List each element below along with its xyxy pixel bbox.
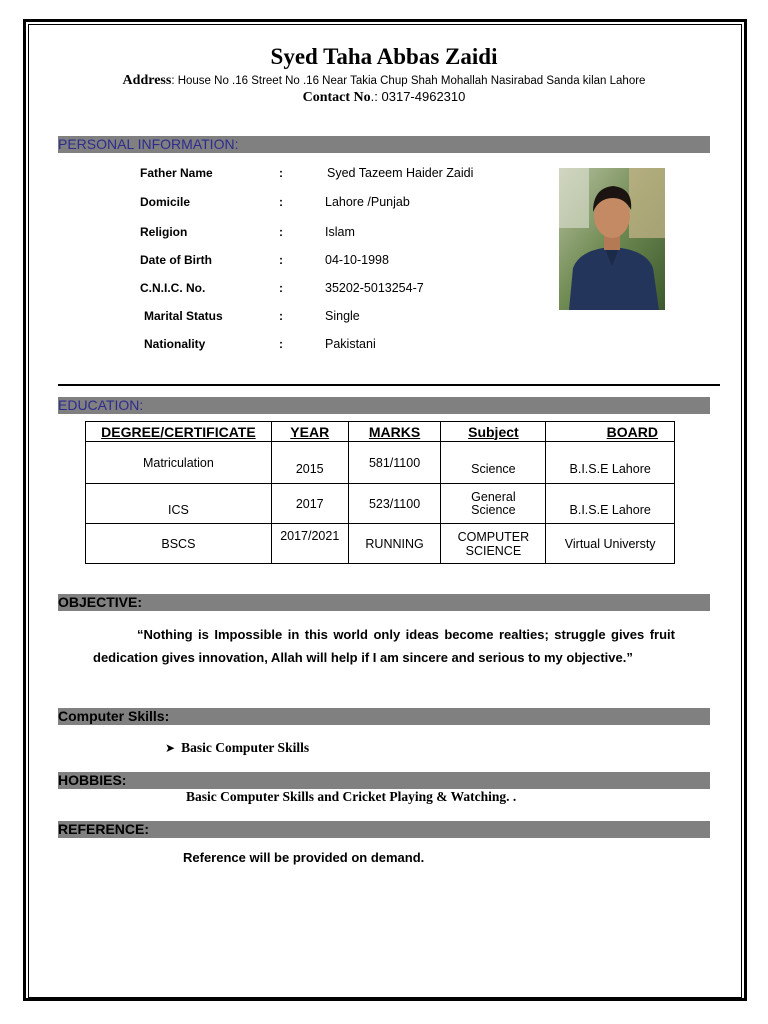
contact-value: .: 0317-4962310	[370, 89, 466, 104]
section-computer-skills: Computer Skills:	[58, 708, 710, 725]
header-board: BOARD	[546, 422, 675, 442]
value-cnic: 35202-5013254-7	[325, 281, 424, 295]
section-reference: REFERENCE:	[58, 821, 710, 838]
separator: :	[279, 337, 283, 351]
cell-degree: ICS	[86, 484, 272, 524]
cell-degree: Matriculation	[86, 442, 272, 484]
candidate-name: Syed Taha Abbas Zaidi	[270, 44, 498, 69]
separator: :	[279, 225, 283, 239]
separator: :	[279, 195, 283, 209]
separator: :	[279, 253, 283, 267]
cell-year: 2017	[271, 484, 348, 524]
education-table	[85, 421, 675, 564]
section-objective: OBJECTIVE:	[58, 594, 710, 611]
objective-text: “Nothing is Impossible in this world only ideas become realties; struggle gives fruit dedication gives innovation, Allah will help if I am sincere and serious to my objective.”	[93, 627, 675, 665]
separator: :	[279, 281, 283, 295]
profile-photo-image	[559, 168, 665, 310]
cell-board: B.I.S.E Lahore	[546, 442, 675, 484]
header-degree: DEGREE/CERTIFICATE	[86, 422, 272, 442]
cell-board: B.I.S.E Lahore	[546, 484, 675, 524]
table-row	[86, 442, 675, 484]
separator: :	[279, 309, 283, 323]
separator: :	[279, 166, 283, 180]
value-religion: Islam	[325, 225, 355, 239]
cell-board: Virtual Universty	[546, 524, 675, 564]
value-nationality: Pakistani	[325, 337, 376, 351]
skills-list-item	[165, 740, 309, 756]
contact-line	[0, 89, 768, 106]
table-row	[86, 524, 675, 564]
cell-year: 2015	[271, 442, 348, 484]
table-row	[86, 484, 675, 524]
cell-marks: 581/1100	[348, 442, 441, 484]
cell-subject: Science	[441, 442, 546, 484]
label-date-of-birth: Date of Birth	[140, 253, 212, 267]
address-line	[0, 73, 768, 89]
label-nationality: Nationality	[144, 337, 206, 351]
cell-subject: General Science	[441, 484, 546, 524]
value-date-of-birth: 04-10-1998	[325, 253, 389, 267]
label-domicile: Domicile	[140, 195, 191, 209]
cell-marks: RUNNING	[348, 524, 441, 564]
value-domicile: Lahore /Punjab	[325, 195, 410, 209]
hobbies-text: Basic Computer Skills and Cricket Playing & Watching. .	[186, 789, 517, 804]
section-education: EDUCATION:	[58, 397, 710, 414]
cell-year: 2017/2021	[271, 524, 348, 564]
cell-degree: BSCS	[86, 524, 272, 564]
header-year: YEAR	[271, 422, 348, 442]
section-hobbies: HOBBIES:	[58, 772, 710, 789]
education-table-header	[86, 422, 675, 442]
label-marital-status: Marital Status	[144, 309, 223, 323]
section-personal-information: PERSONAL INFORMATION:	[58, 136, 710, 153]
header-marks: MARKS	[348, 422, 441, 442]
section-divider	[58, 384, 720, 386]
cell-marks: 523/1100	[348, 484, 441, 524]
value-marital-status: Single	[325, 309, 360, 323]
arrow-bullet-icon: ➤	[165, 741, 176, 755]
label-religion: Religion	[140, 225, 188, 239]
profile-photo	[559, 168, 665, 310]
reference-text: Reference will be provided on demand.	[183, 850, 425, 865]
header-subject: Subject	[441, 422, 546, 442]
skill-label: Basic Computer Skills	[181, 740, 310, 755]
cell-subject: COMPUTER SCIENCE	[441, 524, 546, 564]
value-father-name: Syed Tazeem Haider Zaidi	[327, 166, 474, 180]
address-value: : House No .16 Street No .16 Near Takia Chup Shah Mohallah Nasirabad Sanda kilan Lahore	[171, 75, 646, 87]
address-label: Address	[122, 73, 172, 88]
label-cnic: C.N.I.C. No.	[140, 281, 206, 295]
label-father-name: Father Name	[140, 166, 213, 180]
contact-label: Contact No	[302, 90, 371, 105]
